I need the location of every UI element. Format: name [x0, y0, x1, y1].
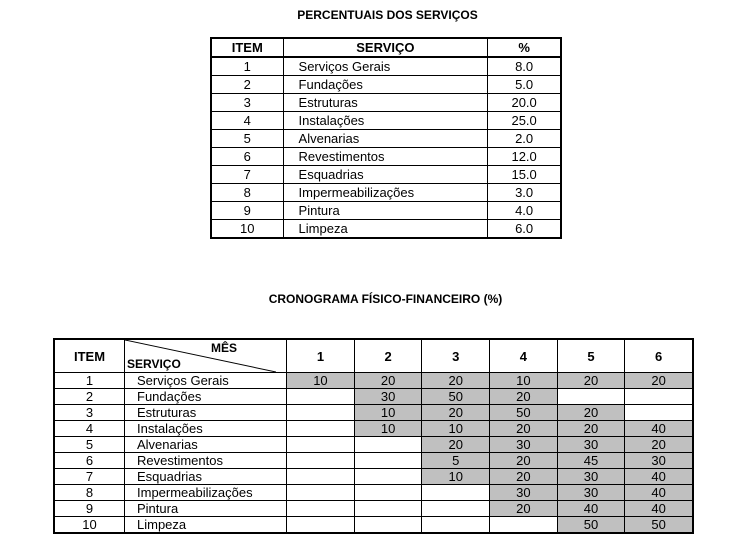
- row-servico: Impermeabilizações: [125, 485, 287, 501]
- row-servico: Estruturas: [283, 94, 488, 112]
- schedule-cell: 10: [422, 421, 490, 437]
- row-item: 4: [54, 421, 125, 437]
- schedule-cell: 40: [625, 501, 693, 517]
- schedule-cell: 40: [625, 485, 693, 501]
- row-percent: 3.0: [488, 184, 561, 202]
- row-percent: 8.0: [488, 57, 561, 76]
- row-servico: Limpeza: [283, 220, 488, 239]
- schedule-cell: [422, 501, 490, 517]
- table-row: [54, 373, 693, 389]
- schedule-cell: [287, 501, 355, 517]
- schedule-cell: 20: [490, 453, 558, 469]
- schedule-cell: [287, 485, 355, 501]
- schedule-cell: [490, 517, 558, 534]
- table-row: [54, 501, 693, 517]
- percentuais-body: [211, 57, 561, 238]
- row-percent: 6.0: [488, 220, 561, 239]
- header-item: ITEM: [54, 339, 125, 373]
- table-row: [211, 112, 561, 130]
- row-item: 5: [211, 130, 283, 148]
- table-row: [54, 485, 693, 501]
- row-servico: Estruturas: [125, 405, 287, 421]
- table-row: [54, 469, 693, 485]
- row-servico: Fundações: [125, 389, 287, 405]
- table-row: [211, 184, 561, 202]
- row-item: 6: [211, 148, 283, 166]
- schedule-cell: 20: [490, 469, 558, 485]
- schedule-cell: 30: [354, 389, 422, 405]
- row-servico: Pintura: [283, 202, 488, 220]
- schedule-cell: [354, 437, 422, 453]
- schedule-cell: 20: [557, 405, 625, 421]
- schedule-cell: 20: [422, 405, 490, 421]
- row-item: 8: [211, 184, 283, 202]
- row-item: 5: [54, 437, 125, 453]
- table-row: [211, 94, 561, 112]
- header-month-5: 5: [557, 339, 625, 373]
- schedule-cell: [287, 421, 355, 437]
- schedule-cell: 30: [490, 437, 558, 453]
- row-servico: Revestimentos: [125, 453, 287, 469]
- schedule-cell: [287, 437, 355, 453]
- header-servico: SERVIÇO: [283, 38, 488, 57]
- row-item: 10: [54, 517, 125, 534]
- row-servico: Alvenarias: [283, 130, 488, 148]
- row-item: 9: [211, 202, 283, 220]
- row-servico: Limpeza: [125, 517, 287, 534]
- schedule-cell: 50: [490, 405, 558, 421]
- row-item: 1: [54, 373, 125, 389]
- schedule-cell: [625, 389, 693, 405]
- schedule-cell: [422, 485, 490, 501]
- schedule-cell: [354, 485, 422, 501]
- schedule-cell: 5: [422, 453, 490, 469]
- row-item: 2: [54, 389, 125, 405]
- schedule-cell: 30: [625, 453, 693, 469]
- schedule-cell: 20: [354, 373, 422, 389]
- row-item: 10: [211, 220, 283, 239]
- row-item: 3: [54, 405, 125, 421]
- row-servico: Esquadrias: [283, 166, 488, 184]
- row-percent: 15.0: [488, 166, 561, 184]
- row-servico: Fundações: [283, 76, 488, 94]
- row-item: 9: [54, 501, 125, 517]
- header-servico: SERVIÇO: [127, 357, 181, 371]
- schedule-cell: [354, 453, 422, 469]
- table-row: [211, 57, 561, 76]
- row-servico: Serviços Gerais: [125, 373, 287, 389]
- schedule-cell: 20: [557, 373, 625, 389]
- header-mes: MÊS: [211, 341, 238, 355]
- row-item: 8: [54, 485, 125, 501]
- header-month-6: 6: [625, 339, 693, 373]
- schedule-cell: [287, 389, 355, 405]
- table-row: [54, 437, 693, 453]
- schedule-cell: 30: [490, 485, 558, 501]
- schedule-cell: [625, 405, 693, 421]
- table-row: [54, 453, 693, 469]
- row-percent: 20.0: [488, 94, 561, 112]
- row-percent: 5.0: [488, 76, 561, 94]
- schedule-cell: 20: [422, 437, 490, 453]
- schedule-cell: 30: [557, 469, 625, 485]
- cronograma-table: [53, 338, 694, 534]
- row-item: 3: [211, 94, 283, 112]
- table-row: [211, 76, 561, 94]
- table-row: [211, 202, 561, 220]
- schedule-cell: [354, 501, 422, 517]
- header-month-1: 1: [287, 339, 355, 373]
- percentuais-title: PERCENTUAIS DOS SERVIÇOS: [297, 8, 478, 22]
- schedule-cell: [422, 517, 490, 534]
- schedule-cell: 10: [287, 373, 355, 389]
- row-percent: 25.0: [488, 112, 561, 130]
- schedule-cell: 30: [557, 485, 625, 501]
- schedule-cell: [557, 389, 625, 405]
- row-percent: 12.0: [488, 148, 561, 166]
- schedule-cell: 10: [490, 373, 558, 389]
- header-month-3: 3: [422, 339, 490, 373]
- table-row: [54, 421, 693, 437]
- row-servico: Serviços Gerais: [283, 57, 488, 76]
- schedule-cell: 45: [557, 453, 625, 469]
- row-servico: Alvenarias: [125, 437, 287, 453]
- schedule-cell: 10: [354, 405, 422, 421]
- row-servico: Instalações: [125, 421, 287, 437]
- header-mes-servico: [125, 339, 287, 373]
- row-percent: 2.0: [488, 130, 561, 148]
- row-item: 4: [211, 112, 283, 130]
- table-row: [211, 166, 561, 184]
- schedule-cell: 30: [557, 437, 625, 453]
- header-item: ITEM: [211, 38, 283, 57]
- schedule-cell: 40: [557, 501, 625, 517]
- table-row: [54, 405, 693, 421]
- row-servico: Revestimentos: [283, 148, 488, 166]
- schedule-cell: 20: [422, 373, 490, 389]
- table-row: [54, 517, 693, 534]
- header-month-2: 2: [354, 339, 422, 373]
- schedule-cell: 20: [625, 437, 693, 453]
- schedule-cell: 20: [625, 373, 693, 389]
- percentuais-header-row: [211, 38, 561, 57]
- row-servico: Pintura: [125, 501, 287, 517]
- table-row: [211, 148, 561, 166]
- schedule-cell: 50: [422, 389, 490, 405]
- row-item: 2: [211, 76, 283, 94]
- schedule-cell: 50: [625, 517, 693, 534]
- schedule-cell: 10: [354, 421, 422, 437]
- schedule-cell: [354, 517, 422, 534]
- row-servico: Esquadrias: [125, 469, 287, 485]
- cronograma-title: CRONOGRAMA FÍSICO-FINANCEIRO (%): [268, 292, 503, 306]
- schedule-cell: [287, 517, 355, 534]
- row-servico: Instalações: [283, 112, 488, 130]
- table-row: [54, 389, 693, 405]
- percentuais-table: [210, 37, 562, 239]
- row-item: 1: [211, 57, 283, 76]
- header-percent: %: [488, 38, 561, 57]
- schedule-cell: 50: [557, 517, 625, 534]
- row-item: 6: [54, 453, 125, 469]
- schedule-cell: 20: [490, 389, 558, 405]
- schedule-cell: [287, 453, 355, 469]
- schedule-cell: 20: [490, 501, 558, 517]
- schedule-cell: 20: [490, 421, 558, 437]
- row-item: 7: [54, 469, 125, 485]
- schedule-cell: [287, 469, 355, 485]
- table-row: [211, 130, 561, 148]
- schedule-cell: 40: [625, 469, 693, 485]
- cronograma-header-row: [54, 339, 693, 373]
- schedule-cell: [287, 405, 355, 421]
- row-servico: Impermeabilizações: [283, 184, 488, 202]
- row-percent: 4.0: [488, 202, 561, 220]
- table-row: [211, 220, 561, 239]
- row-item: 7: [211, 166, 283, 184]
- schedule-cell: 20: [557, 421, 625, 437]
- schedule-cell: [354, 469, 422, 485]
- schedule-cell: 10: [422, 469, 490, 485]
- schedule-cell: 40: [625, 421, 693, 437]
- header-month-4: 4: [490, 339, 558, 373]
